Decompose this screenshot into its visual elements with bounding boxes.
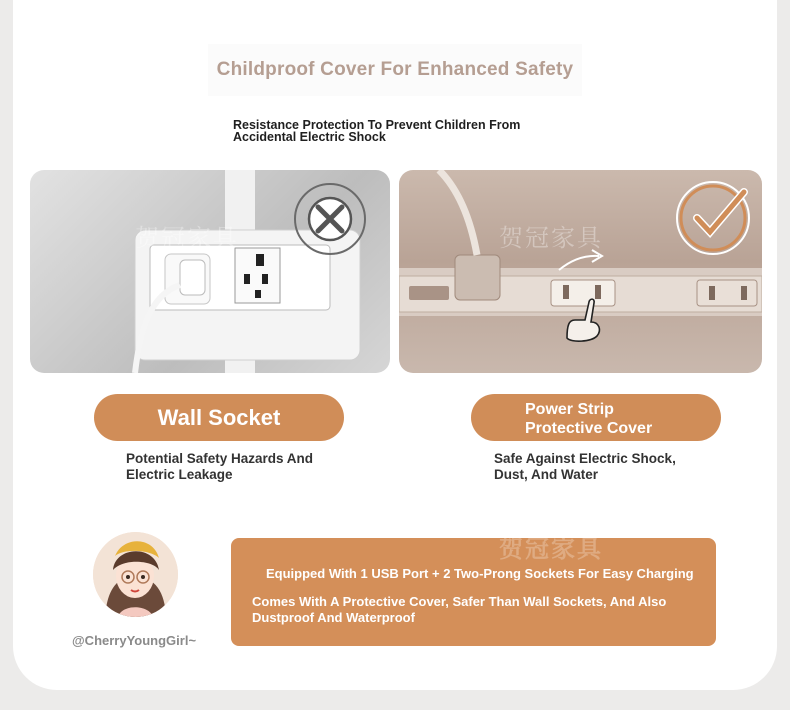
power-strip-label	[471, 394, 721, 441]
reviewer-username: @CherryYoungGirl~	[72, 633, 197, 648]
feature-protective-cover: Comes With A Protective Cover, Safer Than Wall Sockets, And Also Dustproof And Waterproof	[252, 594, 667, 625]
page-subtitle: Resistance Protection To Prevent Children From Accidental Electric Shock	[233, 118, 521, 144]
power-strip-label-line1: Power Strip	[525, 401, 614, 418]
watermark-text: 贺冠家具	[499, 535, 603, 563]
power-strip-photo	[399, 170, 762, 373]
wall-socket-photo	[30, 170, 390, 373]
reviewer-portrait-icon	[93, 532, 178, 617]
power-strip-description: Safe Against Electric Shock, Dust, And Water	[494, 451, 676, 482]
wall-socket-label-text: Wall Socket	[157, 404, 281, 430]
watermark-text: 贺冠家具	[135, 224, 239, 252]
page-title: Childproof Cover For Enhanced Safety	[208, 44, 582, 96]
avatar	[93, 532, 178, 617]
watermark-text: 贺冠家具	[499, 224, 603, 252]
check-circle-icon	[399, 170, 762, 373]
wall-socket-label	[94, 394, 344, 441]
x-circle-icon	[30, 170, 390, 373]
power-strip-label-line2: Protective Cover	[525, 420, 653, 437]
feature-usb-ports: Equipped With 1 USB Port + 2 Two-Prong Sockets For Easy Charging	[266, 566, 694, 581]
features-box	[231, 535, 716, 646]
wall-socket-description: Potential Safety Hazards And Electric Leakage	[126, 451, 314, 482]
